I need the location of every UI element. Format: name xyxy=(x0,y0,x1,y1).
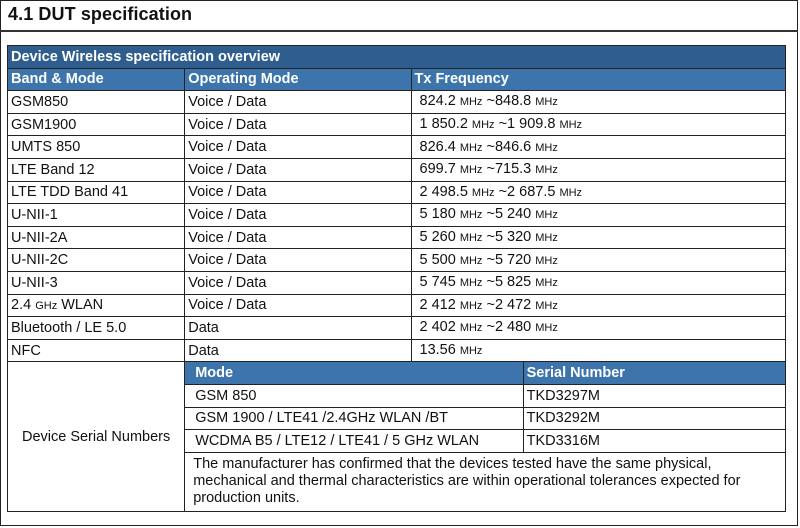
band-cell xyxy=(8,226,185,249)
freq-start: 1 850.2 xyxy=(419,116,468,133)
freq-unit: MHz xyxy=(535,232,558,245)
freq-unit: MHz xyxy=(559,119,583,132)
tx-frequency-cell xyxy=(411,271,786,294)
freq-start: 13.56 xyxy=(419,342,456,359)
header-tx-frequency: Tx Frequency xyxy=(411,68,786,91)
band-label: UMTS 850 xyxy=(11,139,81,156)
tx-frequency-cell xyxy=(411,181,786,204)
operating-mode-cell: Voice / Data xyxy=(185,113,411,136)
range-separator: ~ xyxy=(486,138,495,155)
range-separator: ~ xyxy=(486,161,495,178)
table-row xyxy=(8,181,786,204)
freq-unit: MHz xyxy=(459,277,483,290)
table-row xyxy=(8,271,786,294)
freq-unit: MHz xyxy=(459,299,483,312)
freq-unit: MHz xyxy=(535,299,558,312)
freq-end: 2 687.5 xyxy=(507,183,556,200)
serial-mode-header: Mode xyxy=(185,362,523,385)
freq-end: 2 480 xyxy=(494,319,532,336)
band-label: U-NII-2A xyxy=(11,229,68,246)
freq-start: 2 498.5 xyxy=(419,183,468,200)
band-label: GSM1900 xyxy=(11,116,77,133)
serial-mode-cell: WCDMA B5 / LTE12 / LTE41 / 5 GHz WLAN xyxy=(185,430,523,453)
band-cell xyxy=(8,91,185,114)
operating-mode-cell: Voice / Data xyxy=(185,181,411,204)
serial-number-cell: TKD3292M xyxy=(523,407,785,430)
freq-unit: MHz xyxy=(459,96,483,109)
band-cell xyxy=(8,158,185,181)
table-row xyxy=(8,113,786,136)
tx-frequency-cell xyxy=(411,204,786,227)
freq-unit: MHz xyxy=(459,209,483,222)
freq-end: 1 909.8 xyxy=(507,116,556,133)
freq-unit: MHz xyxy=(459,141,483,154)
operating-mode-cell: Voice / Data xyxy=(185,226,411,249)
tx-frequency-cell xyxy=(411,113,786,136)
freq-end: 5 320 xyxy=(494,229,532,246)
operating-mode-cell: Data xyxy=(185,339,411,362)
table-row xyxy=(8,91,786,114)
tx-frequency-cell xyxy=(411,249,786,272)
freq-end: 848.8 xyxy=(494,93,532,110)
band-cell xyxy=(8,113,185,136)
serial-number-cell: TKD3297M xyxy=(523,384,785,407)
table-row xyxy=(8,204,786,227)
range-separator: ~ xyxy=(486,319,495,336)
band-cell xyxy=(8,204,185,227)
table-row xyxy=(8,317,786,340)
band-label: U-NII-1 xyxy=(11,206,58,223)
freq-start: 699.7 xyxy=(419,161,456,178)
tx-frequency-cell xyxy=(411,158,786,181)
band-label: Bluetooth / LE 5.0 xyxy=(11,319,127,336)
operating-mode-cell: Voice / Data xyxy=(185,91,411,114)
band-label: NFC xyxy=(11,342,41,359)
serial-number-cell: TKD3316M xyxy=(523,430,785,453)
band-label: LTE TDD Band 41 xyxy=(11,184,129,201)
column-header-row xyxy=(8,68,786,91)
heading-divider xyxy=(0,30,798,32)
range-separator: ~ xyxy=(486,274,495,291)
freq-unit: MHz xyxy=(535,96,558,109)
band-cell xyxy=(8,136,185,159)
table-row xyxy=(8,226,786,249)
section-heading: 4.1 DUT specification xyxy=(8,4,193,24)
freq-unit: MHz xyxy=(535,141,558,154)
serial-mode-cell: GSM 1900 / LTE41 /2.4GHz WLAN /BT xyxy=(185,407,523,430)
serial-header-row xyxy=(8,362,786,385)
freq-unit: MHz xyxy=(459,322,483,335)
table-row xyxy=(8,158,786,181)
table-row xyxy=(8,339,786,362)
table-row xyxy=(8,249,786,272)
band-label: U-NII-3 xyxy=(11,274,58,291)
operating-mode-cell: Data xyxy=(185,317,411,340)
operating-mode-cell: Voice / Data xyxy=(185,294,411,317)
tx-frequency-cell xyxy=(411,294,786,317)
range-separator: ~ xyxy=(486,229,495,246)
band-cell xyxy=(8,339,185,362)
device-serial-label: Device Serial Numbers xyxy=(8,362,185,511)
operating-mode-cell: Voice / Data xyxy=(185,136,411,159)
tx-frequency-cell xyxy=(411,136,786,159)
freq-unit: MHz xyxy=(471,119,495,132)
range-separator: ~ xyxy=(486,206,495,223)
freq-start: 5 260 xyxy=(419,229,456,246)
operating-mode-cell: Voice / Data xyxy=(185,249,411,272)
freq-unit: MHz xyxy=(535,209,558,222)
operating-mode-cell: Voice / Data xyxy=(185,204,411,227)
freq-start: 5 180 xyxy=(419,206,456,223)
band-label: U-NII-2C xyxy=(11,252,69,269)
overview-row xyxy=(8,46,786,69)
serial-mode-cell: GSM 850 xyxy=(185,384,523,407)
freq-end: 5 240 xyxy=(494,206,532,223)
freq-unit: MHz xyxy=(535,164,558,177)
freq-unit: MHz xyxy=(559,186,583,199)
range-separator: ~ xyxy=(498,183,508,200)
range-separator: ~ xyxy=(486,296,495,313)
freq-unit: MHz xyxy=(535,277,558,290)
freq-unit: MHz xyxy=(535,254,558,267)
band-label: 2.4 xyxy=(11,296,32,313)
serial-number-header: Serial Number xyxy=(523,362,785,385)
range-separator: ~ xyxy=(498,116,508,133)
overview-title: Device Wireless specification overview xyxy=(8,46,786,69)
tx-frequency-cell xyxy=(411,317,786,340)
table-row xyxy=(8,136,786,159)
header-band-mode: Band & Mode xyxy=(8,68,185,91)
band-label: LTE Band 12 xyxy=(11,161,95,178)
table-row xyxy=(8,294,786,317)
freq-end: 5 825 xyxy=(494,274,532,291)
operating-mode-cell: Voice / Data xyxy=(185,158,411,181)
operating-mode-cell: Voice / Data xyxy=(185,271,411,294)
freq-start: 2 412 xyxy=(419,296,456,313)
band-cell xyxy=(8,317,185,340)
band-cell xyxy=(8,181,185,204)
freq-unit: MHz xyxy=(459,254,483,267)
tx-frequency-cell xyxy=(411,91,786,114)
freq-start: 5 500 xyxy=(419,251,456,268)
dut-spec-table xyxy=(7,45,786,512)
freq-start: 826.4 xyxy=(419,138,456,155)
freq-unit: MHz xyxy=(459,232,483,245)
freq-unit: MHz xyxy=(459,345,483,358)
freq-unit: MHz xyxy=(471,186,495,199)
freq-end: 715.3 xyxy=(494,161,532,178)
freq-unit: MHz xyxy=(535,322,558,335)
band-cell xyxy=(8,249,185,272)
freq-end: 2 472 xyxy=(494,296,532,313)
manufacturer-note: The manufacturer has confirmed that the devices tested have the same physical, mechanical and thermal characteristics are within operational tolerances expected for production units. xyxy=(185,452,786,511)
tx-frequency-cell xyxy=(411,339,786,362)
tx-frequency-cell xyxy=(411,226,786,249)
band-suffix: WLAN xyxy=(61,296,104,313)
band-label: GSM850 xyxy=(11,93,69,110)
freq-end: 5 720 xyxy=(494,251,532,268)
freq-start: 824.2 xyxy=(419,93,456,110)
range-separator: ~ xyxy=(486,93,495,110)
header-operating-mode: Operating Mode xyxy=(185,68,411,91)
freq-end: 846.6 xyxy=(494,138,532,155)
band-cell xyxy=(8,271,185,294)
freq-start: 5 745 xyxy=(419,274,456,291)
band-cell xyxy=(8,294,185,317)
band-unit: GHz xyxy=(35,299,58,312)
range-separator: ~ xyxy=(486,251,495,268)
freq-start: 2 402 xyxy=(419,319,456,336)
freq-unit: MHz xyxy=(459,164,483,177)
